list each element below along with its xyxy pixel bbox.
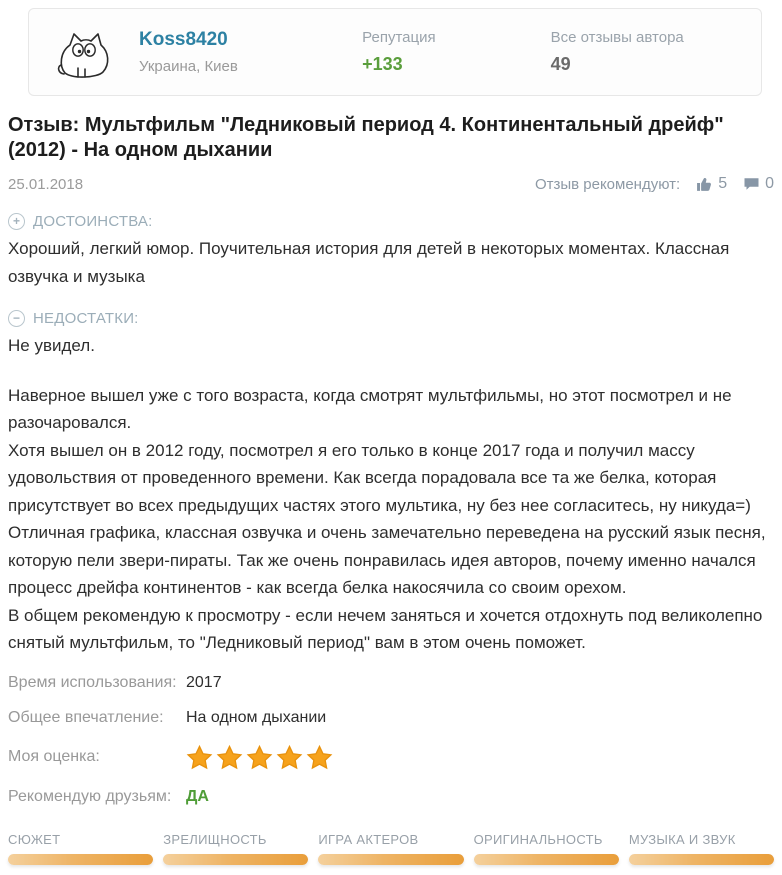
- usage-value: 2017: [186, 673, 222, 691]
- impression-row: [8, 709, 774, 727]
- rating-label: ИГРА АКТЕРОВ: [318, 831, 419, 847]
- star-rating: [186, 744, 336, 771]
- rating-bar-fill: [163, 854, 308, 865]
- reputation-value: +133: [362, 54, 403, 74]
- review-title: Отзыв: Мультфильм "Ледниковый период 4. Континентальный дрейф" (2012) - На одном дыхании: [8, 114, 724, 161]
- author-name-link[interactable]: Koss8420: [139, 29, 228, 50]
- rating-bar-fill: [474, 854, 619, 865]
- comment-icon: [743, 176, 760, 192]
- comments-count: 0: [765, 175, 774, 192]
- rating-label: СЮЖЕТ: [8, 831, 61, 847]
- comments-button[interactable]: [743, 175, 774, 193]
- review-details: [8, 674, 774, 806]
- usage-label: Время использования:: [8, 673, 177, 691]
- star-icon: [246, 744, 273, 771]
- recommend-meta: [535, 175, 774, 193]
- review-body: [8, 382, 774, 657]
- rating-bar: [8, 854, 153, 865]
- author-reviews-label: Все отзывы автора: [550, 29, 684, 46]
- rating-originality: [474, 832, 619, 865]
- rating-music: [629, 832, 774, 865]
- body-paragraph: Наверное вышел уже с того возраста, когда смотрят мультфильмы, но этот посмотрел и не разочаровался.: [8, 385, 732, 433]
- author-location: Украина, Киев: [139, 58, 238, 75]
- rating-spectacle: [163, 832, 308, 865]
- author-reviews-count: 49: [550, 54, 571, 74]
- recommend-friends-label: Рекомендую друзьям:: [8, 787, 172, 805]
- recommend-friends-row: [8, 788, 774, 806]
- rating-bar-fill: [8, 854, 153, 865]
- minus-icon: −: [8, 310, 25, 327]
- star-icon: [186, 744, 213, 771]
- avatar[interactable]: [51, 22, 117, 82]
- impression-value: На одном дыхании: [186, 708, 327, 726]
- rating-bar: [163, 854, 308, 865]
- recommend-friends-value: ДА: [186, 787, 209, 805]
- cons-text: Не увидел.: [8, 336, 95, 356]
- reputation-block: [362, 29, 550, 75]
- star-icon: [276, 744, 303, 771]
- cons-label: НЕДОСТАТКИ:: [33, 310, 139, 328]
- author-reviews-block[interactable]: [551, 29, 739, 75]
- rating-plot: [8, 832, 153, 865]
- rating-bar: [474, 854, 619, 865]
- reputation-label: Репутация: [362, 29, 436, 46]
- review-date: 25.01.2018: [8, 175, 84, 193]
- impression-label: Общее впечатление:: [8, 708, 164, 726]
- cat-avatar-icon: [51, 22, 117, 82]
- my-rating-label: Моя оценка:: [8, 748, 100, 766]
- body-paragraph: Отличная графика, классная озвучка и очень замечательно переведена на русский язык песня, которую пели звери-пираты. Так же очень понравилась идея авторов, почему именно начался процесс дрейфа континентов - как всегда белка накосячила со своим орехом.: [8, 523, 766, 598]
- likes-count: 5: [718, 175, 728, 192]
- rating-bar: [318, 854, 463, 865]
- cons-header: [8, 310, 774, 327]
- body-paragraph: Хотя вышел он в 2012 году, посмотрел я его только в конце 2017 года и получил массу удовольствия от проведенного времени. Как всегда порадовала все та же белка, которая присутствует во всех предыдущих частях этого мультика, ну без нее согласитесь, ну никуда=): [8, 440, 751, 515]
- rating-bar-fill: [318, 854, 463, 865]
- review-meta-row: [8, 175, 774, 193]
- rating-bar-fill: [629, 854, 774, 865]
- author-card: [28, 8, 762, 96]
- rating-bar: [629, 854, 774, 865]
- my-rating-row: [8, 744, 774, 771]
- thumbs-up-icon: [696, 176, 713, 193]
- plus-icon: +: [8, 213, 25, 230]
- rating-label: ЗРЕЛИЩНОСТЬ: [163, 831, 267, 847]
- recommend-label: Отзыв рекомендуют:: [534, 175, 681, 193]
- pros-header: [8, 213, 774, 230]
- pros-label: ДОСТОИНСТВА:: [33, 213, 153, 230]
- review-page: [0, 8, 782, 875]
- rating-label: ОРИГИНАЛЬНОСТЬ: [473, 831, 603, 847]
- usage-row: [8, 674, 774, 692]
- rating-acting: [318, 832, 463, 865]
- pros-text: Хороший, легкий юмор. Поучительная история для детей в некоторых моментах. Классная озвучка и музыка: [8, 239, 730, 286]
- likes-button[interactable]: [696, 175, 727, 193]
- rating-label: МУЗЫКА И ЗВУК: [628, 831, 736, 847]
- category-ratings: [8, 832, 774, 865]
- body-paragraph: В общем рекомендую к просмотру - если нечем заняться и хочется отдохнуть под великолепно снятый мультфильм, то "Ледниковый период" вам в этом очень поможет.: [8, 605, 763, 653]
- author-identity: [139, 29, 362, 75]
- star-icon: [216, 744, 243, 771]
- star-icon: [306, 744, 333, 771]
